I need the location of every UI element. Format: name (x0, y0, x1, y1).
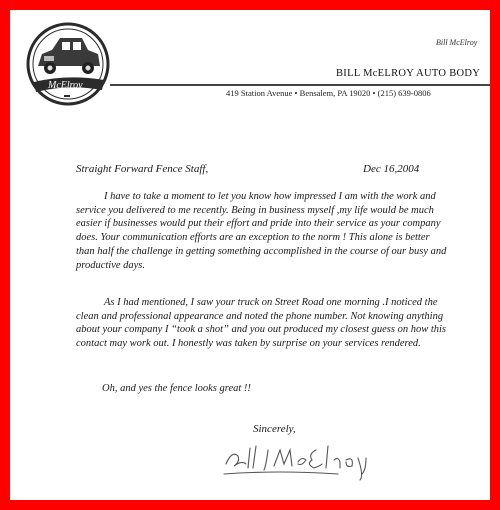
company-logo (24, 20, 114, 110)
letter-page (18, 18, 482, 492)
body-paragraph-3: Oh, and yes the fence looks great !! (102, 383, 251, 394)
company-name: BILL McELROY AUTO BODY (336, 68, 481, 79)
letterhead-rule (110, 84, 490, 86)
letterhead-signer: Bill McElroy (436, 38, 478, 47)
closing-line: Sincerely, (253, 423, 296, 435)
letter-date: Dec 16,2004 (363, 163, 420, 175)
recipient-line: Straight Forward Fence Staff, (76, 163, 209, 175)
body-paragraph-1: I have to take a moment to let you know how impressed I am with the work and service you delivered to me recently. Being in business myself ,my life would be much easier if businesses would put their effort and pride into their service as your company does. Your communication efforts are an exception to the norm ! This alone is better than half the challenge in getting something accomplished in the course of our busy and productive days. (76, 191, 447, 271)
handwritten-signature (218, 436, 393, 481)
logo-text: McElroy (48, 80, 83, 91)
company-address: 419 Station Avenue • Bensalem, PA 19020 • (215) 639-0806 (226, 88, 431, 98)
body-paragraph-2: As I had mentioned, I saw your truck on Street Road one morning .I noticed the clean and professional appearance and noted the phone number. Not knowing anything about your company I “took a shot” and you out produced my closest guess on how this contact may work out. I honestly was taken by surprise on your services rendered. (76, 297, 446, 350)
